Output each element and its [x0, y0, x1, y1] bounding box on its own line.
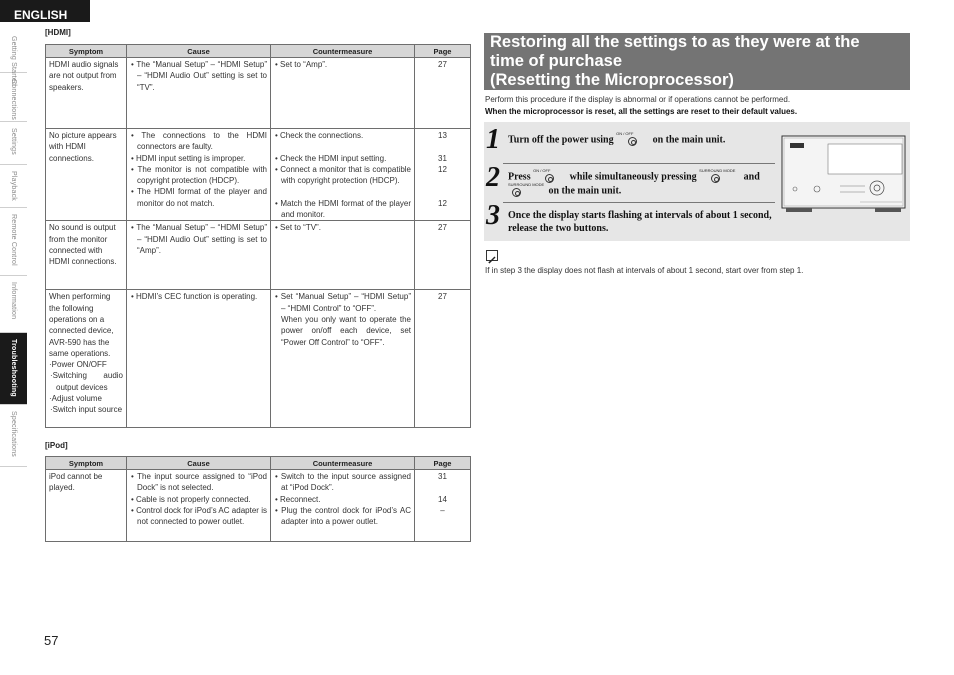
step-3-number: 3 [486, 200, 500, 231]
table-row [46, 290, 471, 428]
countermeasure-cell: • Set to “Amp”. [271, 58, 415, 129]
page-number: 57 [44, 633, 59, 648]
table-row [46, 58, 471, 129]
power-button-icon: ON / OFF [533, 170, 567, 184]
symptom-cell: When performing the following operations on a connected device, AVR-590 has the same operations. ·Power ON/OFF ·Switching audio output devices ·Adjust volume ·Switch input source [46, 290, 127, 428]
countermeasure-cell: • Switch to the input source assigned at “iPod Dock”. • Reconnect. • Plug the control dock for iPod’s AC adapter into a power outlet. [271, 470, 415, 542]
note-text: If in step 3 the display does not flash at intervals of about 1 second, start over from step 1. [485, 266, 804, 275]
col-header-symptom: Symptom [46, 457, 127, 470]
page-cell: 27 [415, 221, 471, 290]
cause-cell: • The “Manual Setup” – “HDMI Setup” – “HDMI Audio Out” setting is set to “TV”. [127, 58, 271, 129]
receiver-illustration [780, 134, 907, 214]
symptom-cell: HDMI audio signals are not output from speakers. [46, 58, 127, 129]
col-header-page: Page [415, 457, 471, 470]
table-row [46, 129, 471, 221]
cause-cell: • The input source assigned to “iPod Dock” is not selected. • Cable is not properly connected. • Control dock for iPod’s AC adapter is not connected to power outlet. [127, 470, 271, 542]
step-2-text: Press ON / OFF while simultaneously pressing SURROUND MODE and SURROUND MODE on the main unit. [508, 168, 760, 197]
step-2-number: 2 [486, 162, 500, 193]
surround-mode-button-icon: SURROUND MODE [699, 170, 741, 184]
table-header-row [46, 457, 471, 470]
side-nav-playback[interactable]: Playback [0, 165, 27, 208]
side-nav-troubleshooting[interactable]: Troubleshooting [0, 333, 27, 405]
col-header-page: Page [415, 45, 471, 58]
hdmi-trouble-table [45, 44, 471, 428]
symptom-cell: iPod cannot be played. [46, 470, 127, 542]
reset-intro: Perform this procedure if the display is abnormal or if operations cannot be performed. [485, 95, 791, 104]
reset-warning: When the microprocessor is reset, all the settings are reset to their default values. [485, 107, 798, 116]
page-cell: 27 [415, 58, 471, 129]
surround-mode-button-icon: SURROUND MODE [508, 184, 546, 198]
countermeasure-cell: • Set “Manual Setup” – “HDMI Setup” – “HDMI Control” to “OFF”. When you only want to operate the power on/off each device, set “Power Off Control” to “OFF”. [271, 290, 415, 428]
col-header-symptom: Symptom [46, 45, 127, 58]
step-1-number: 1 [486, 124, 500, 155]
countermeasure-cell: • Check the connections. • Check the HDMI input setting. • Connect a monitor that is compatible with copyright protection (HDCP). • Match the HDMI format of the player and monitor. [271, 129, 415, 221]
side-nav-settings[interactable]: Settings [0, 122, 27, 165]
col-header-countermeasure: Countermeasure [271, 45, 415, 58]
side-nav-specifications[interactable]: Specifications [0, 405, 27, 467]
side-nav-information[interactable]: Information [0, 276, 27, 333]
side-nav-remote-control[interactable]: Remote Control [0, 208, 27, 276]
step-1-text: Turn off the power using ON / OFF on the main unit. [508, 131, 726, 146]
page-cell: 13 31 12 12 [415, 129, 471, 221]
side-nav-connections[interactable]: Connections [0, 73, 27, 122]
table-row [46, 470, 471, 542]
power-button-icon: ON / OFF [616, 133, 650, 147]
cause-cell: • The connections to the HDMI connectors are faulty. • HDMI input setting is improper. • The monitor is not compatible with copyright protection (HDCP). • The HDMI format of the player and monitor do not match. [127, 129, 271, 221]
col-header-cause: Cause [127, 45, 271, 58]
side-nav-getting-started[interactable]: Getting Started [0, 30, 27, 73]
cause-cell: • The “Manual Setup” – “HDMI Setup” – “HDMI Audio Out” setting is set to “Amp”. [127, 221, 271, 290]
table-row [46, 221, 471, 290]
hdmi-section-label: [HDMI] [45, 28, 71, 37]
symptom-cell: No sound is output from the monitor connected with HDMI connections. [46, 221, 127, 290]
step-divider [503, 202, 775, 203]
reset-title: Restoring all the settings to as they were at the time of purchase (Resetting the Microprocessor) [484, 33, 910, 90]
step-divider [503, 163, 775, 164]
table-header-row [46, 45, 471, 58]
countermeasure-cell: • Set to “TV”. [271, 221, 415, 290]
col-header-countermeasure: Countermeasure [271, 457, 415, 470]
page-cell: 31 14 – [415, 470, 471, 542]
col-header-cause: Cause [127, 457, 271, 470]
side-nav [0, 30, 27, 467]
note-pencil-icon [486, 250, 498, 261]
step-3-text: Once the display starts flashing at intervals of about 1 second, release the two buttons. [508, 210, 772, 234]
cause-cell: • HDMI’s CEC function is operating. [127, 290, 271, 428]
ipod-trouble-table [45, 456, 471, 542]
ipod-section-label: [iPod] [45, 441, 68, 450]
language-tab: ENGLISH [0, 0, 90, 22]
page-cell: 27 [415, 290, 471, 428]
symptom-cell: No picture appears with HDMI connections. [46, 129, 127, 221]
